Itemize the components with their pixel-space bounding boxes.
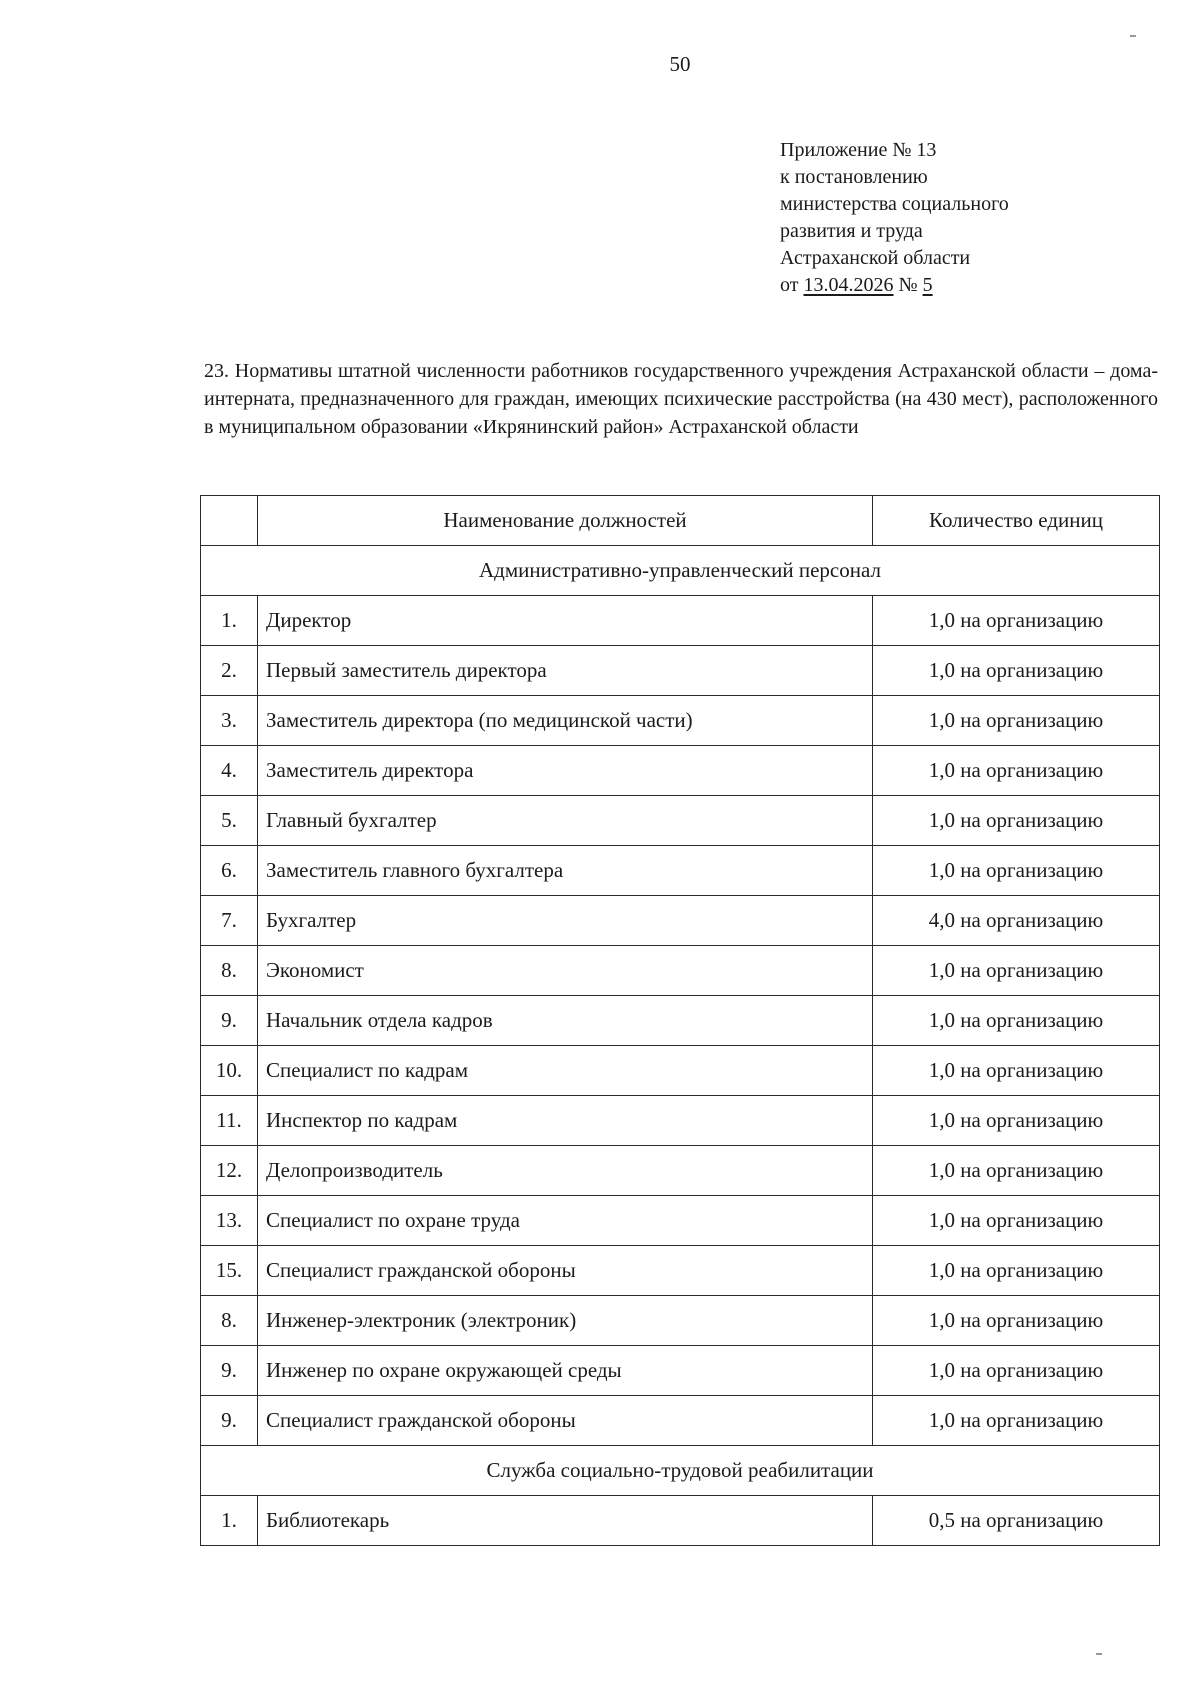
table-row — [201, 646, 1160, 696]
position-name: Специалист по охране труда — [258, 1196, 873, 1246]
position-quantity: 1,0 на организацию — [873, 996, 1160, 1046]
position-quantity: 4,0 на организацию — [873, 896, 1160, 946]
table-row — [201, 1396, 1160, 1446]
position-name: Директор — [258, 596, 873, 646]
table-row — [201, 746, 1160, 796]
header-quantity: Количество единиц — [873, 496, 1160, 546]
appendix-line: Астраханской области — [780, 247, 971, 269]
table-row — [201, 946, 1160, 996]
resolution-number: 5 — [922, 274, 933, 296]
position-quantity: 1,0 на организацию — [873, 1396, 1160, 1446]
row-number: 1. — [201, 1496, 258, 1546]
row-number: 4. — [201, 746, 258, 796]
table-row — [201, 996, 1160, 1046]
row-number: 9. — [201, 996, 258, 1046]
position-name: Инспектор по кадрам — [258, 1096, 873, 1146]
table-row — [201, 1346, 1160, 1396]
table-row — [201, 1296, 1160, 1346]
position-name: Заместитель директора — [258, 746, 873, 796]
position-quantity: 1,0 на организацию — [873, 596, 1160, 646]
appendix-line: к постановлению — [780, 166, 928, 188]
row-number: 6. — [201, 846, 258, 896]
row-number: 8. — [201, 1296, 258, 1346]
row-number: 2. — [201, 646, 258, 696]
row-number: 1. — [201, 596, 258, 646]
position-name: Заместитель директора (по медицинской части) — [258, 696, 873, 746]
position-name: Специалист по кадрам — [258, 1046, 873, 1096]
position-name: Главный бухгалтер — [258, 796, 873, 846]
table-row — [201, 796, 1160, 846]
table-row — [201, 1046, 1160, 1096]
position-quantity: 1,0 на организацию — [873, 646, 1160, 696]
section-header-row — [201, 1446, 1160, 1496]
table-row — [201, 1146, 1160, 1196]
position-name: Делопроизводитель — [258, 1146, 873, 1196]
row-number: 12. — [201, 1146, 258, 1196]
position-name: Библиотекарь — [258, 1496, 873, 1546]
row-number: 3. — [201, 696, 258, 746]
position-quantity: 1,0 на организацию — [873, 1346, 1160, 1396]
appendix-line: министерства социального — [780, 193, 1009, 215]
position-quantity: 1,0 на организацию — [873, 946, 1160, 996]
position-quantity: 1,0 на организацию — [873, 846, 1160, 896]
table-row — [201, 696, 1160, 746]
section-title: Административно-управленческий персонал — [201, 546, 1160, 596]
header-position: Наименование должностей — [258, 496, 873, 546]
section-header-row — [201, 546, 1160, 596]
page-number: 50 — [669, 52, 691, 76]
position-name: Инженер-электроник (электроник) — [258, 1296, 873, 1346]
position-name: Специалист гражданской обороны — [258, 1246, 873, 1296]
row-number: 15. — [201, 1246, 258, 1296]
table-body — [201, 546, 1160, 1546]
appendix-line: развития и труда — [780, 220, 923, 242]
number-sign: № — [898, 274, 918, 296]
position-quantity: 1,0 на организацию — [873, 1246, 1160, 1296]
position-quantity: 0,5 на организацию — [873, 1496, 1160, 1546]
position-name: Первый заместитель директора — [258, 646, 873, 696]
row-number: 9. — [201, 1396, 258, 1446]
position-quantity: 1,0 на организацию — [873, 1296, 1160, 1346]
position-quantity: 1,0 на организацию — [873, 796, 1160, 846]
date-prefix: от — [780, 274, 799, 296]
scan-speck — [1096, 1653, 1102, 1655]
table-row — [201, 896, 1160, 946]
position-name: Экономист — [258, 946, 873, 996]
table-row — [201, 1196, 1160, 1246]
row-number: 9. — [201, 1346, 258, 1396]
position-name: Бухгалтер — [258, 896, 873, 946]
table-row — [201, 1096, 1160, 1146]
appendix-date-line — [780, 272, 1009, 299]
row-number: 11. — [201, 1096, 258, 1146]
resolution-date: 13.04.2026 — [803, 274, 894, 296]
table-row — [201, 596, 1160, 646]
position-quantity: 1,0 на организацию — [873, 1146, 1160, 1196]
section-title: Служба социально-трудовой реабилитации — [201, 1446, 1160, 1496]
position-quantity: 1,0 на организацию — [873, 1046, 1160, 1096]
row-number: 8. — [201, 946, 258, 996]
position-name: Заместитель главного бухгалтера — [258, 846, 873, 896]
position-quantity: 1,0 на организацию — [873, 746, 1160, 796]
row-number: 13. — [201, 1196, 258, 1246]
table-row — [201, 846, 1160, 896]
table-row — [201, 1246, 1160, 1296]
position-quantity: 1,0 на организацию — [873, 1096, 1160, 1146]
position-quantity: 1,0 на организацию — [873, 1196, 1160, 1246]
row-number: 10. — [201, 1046, 258, 1096]
appendix-title: Приложение № 13 — [780, 139, 937, 161]
position-name: Инженер по охране окружающей среды — [258, 1346, 873, 1396]
position-quantity: 1,0 на организацию — [873, 696, 1160, 746]
document-heading: 23. Нормативы штатной численности работников государственного учреждения Астраханской области – дома-интерната, предназначенного для граждан, имеющих психические расстройства (на 430 мест), расположенного в муниципальном образовании «Икрянинский район» Астраханской области — [204, 360, 1158, 438]
appendix-block — [780, 137, 1009, 299]
row-number: 5. — [201, 796, 258, 846]
table-header-row — [201, 496, 1160, 546]
position-name: Специалист гражданской обороны — [258, 1396, 873, 1446]
position-name: Начальник отдела кадров — [258, 996, 873, 1046]
table-row — [201, 1496, 1160, 1546]
staffing-table — [200, 495, 1160, 1546]
scan-speck — [1130, 35, 1136, 37]
header-number — [201, 496, 258, 546]
row-number: 7. — [201, 896, 258, 946]
